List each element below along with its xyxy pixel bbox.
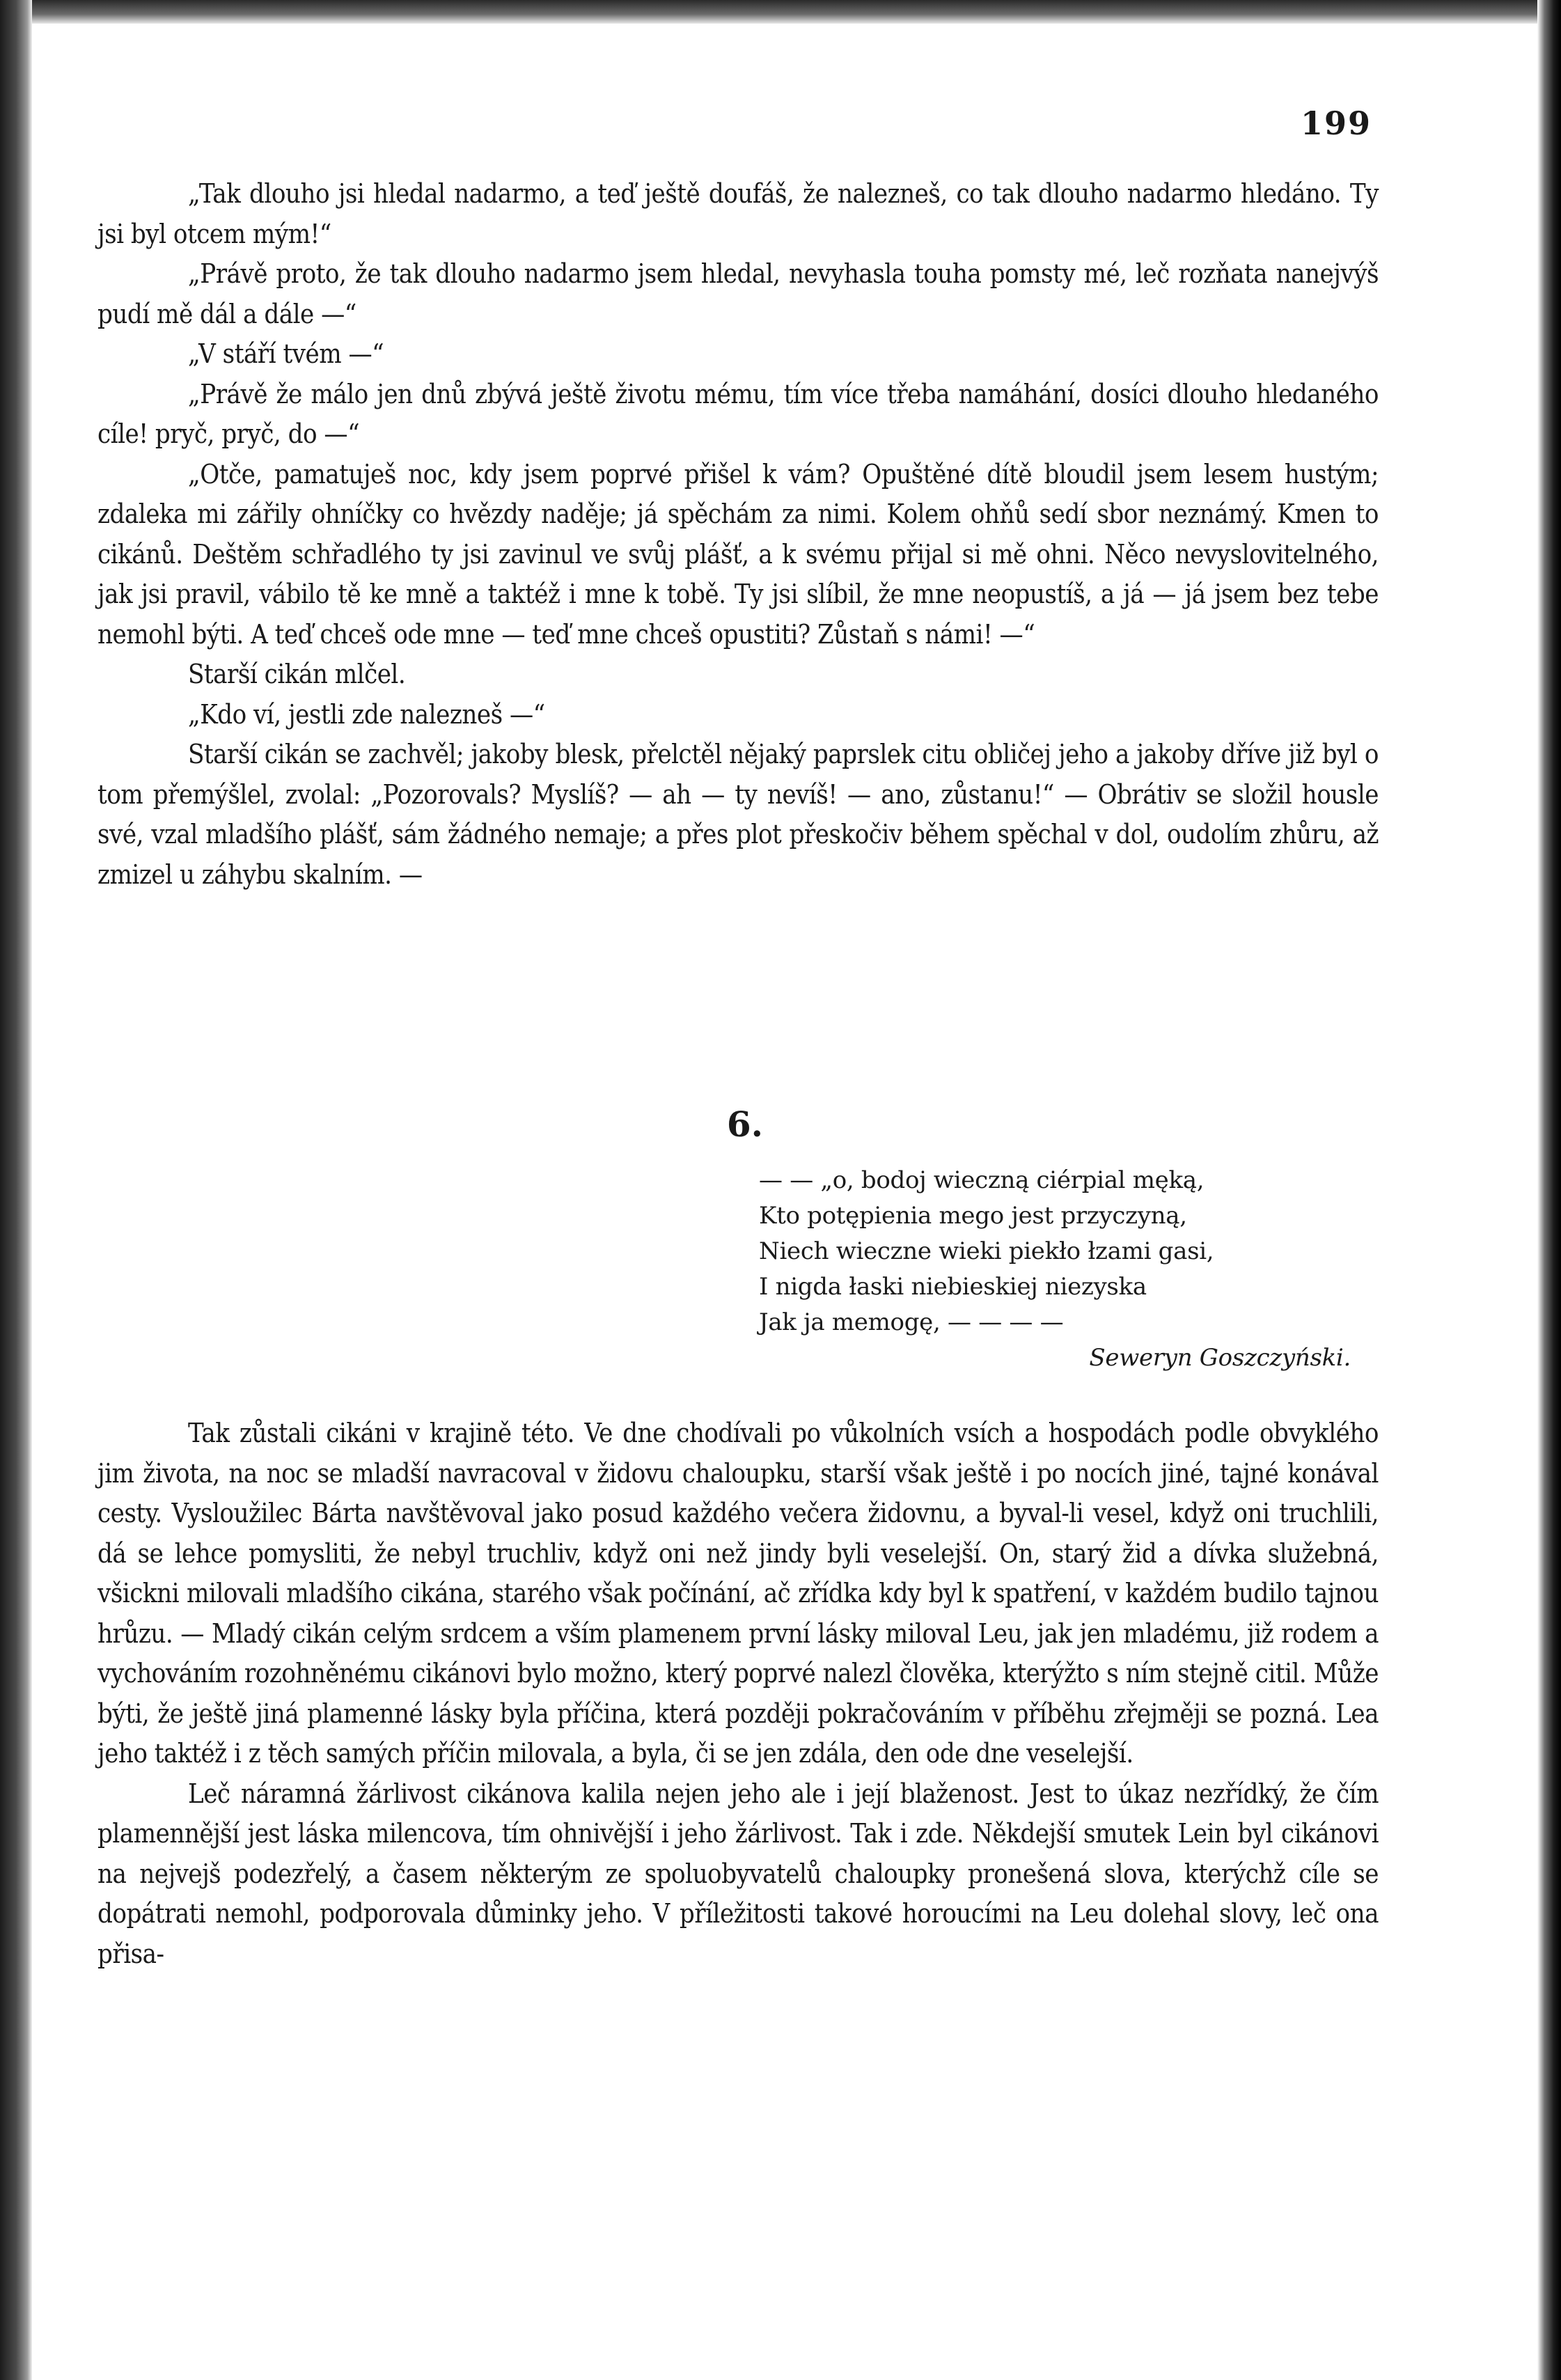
paragraph: „V stáří tvém —“ [188, 338, 384, 369]
paragraph: Tak zůstali cikáni v krajině této. Ve dne chodívali po vůkolních vsích a hospodách podle obvyklého jim života, na noc se mladší navracoval v židovu chaloupku, starší však ještě i po nocích jiné, tajné konával cesty. Vysloužilec Bárta navštěvoval jako posud každého večera židovnu, a byval-li vesel, když oni truchlili, dá se lehce pomysliti, že nebyl truchliv, když oni než jindy byli veselejší. On, starý žid a dívka služebná, všickni milovali mladšího cikána, starého však počínání, ač zřídka kdy byl k spatření, v každém budilo tajnou hrůzu. — Mladý cikán celým srdcem a vším plamenem první lásky miloval Leu, jak jen mladému, již rodem a vychováním rozohněnému cikánovi bylo možno, který poprvé nalezl člověka, kterýžto s ním stejně citil. Může býti, že ještě jiná plamenné lásky byla příčina, která později pokračováním v příběhu zřejměji se pozná. Lea jeho taktéž i z těch samých příčin milovala, a byla, či se jen zdála, den ode dne veselejší. [97, 1418, 1379, 1769]
lower-text-block [97, 1414, 1379, 1974]
upper-text-block [97, 174, 1379, 895]
page-number: 199 [1300, 104, 1372, 142]
paragraph: „Otče, pamatuješ noc, kdy jsem poprvé přišel k vám? Opuštěné dítě bloudil jsem lesem hustým; zdaleka mi zářily ohníčky co hvězdy naděje; já spěchám za nimi. Kolem ohňů sedí sbor neznámý. Kmen to cikánů. Deštěm schřadlého ty jsi zavinul ve svůj plášť, a k svému přijal si mě ohni. Něco nevyslovitelného, jak jsi pravil, vábilo tě ke mně a taktéž i mne k tobě. Ty jsi slíbil, že mne neopustíš, a já — já jsem bez tebe nemohl býti. A teď chceš ode mne — teď mne chceš opustiti? Zůstaň s námi! —“ [97, 458, 1379, 650]
paragraph: „Právě že málo jen dnů zbývá ještě životu mému, tím více třeba namáhání, dosíci dlouho hledaného cíle! pryč, pryč, do —“ [97, 378, 1379, 449]
paragraph: Starší cikán se zachvěl; jakoby blesk, přelctěl nějaký paprslek citu obličej jeho a jakoby dříve již byl o tom přemýšlel, zvolal: „Pozorovals? Myslíš? — ah — ty nevíš! — ano, zůstanu!“ — Obrátiv se složil housle své, vzal mladšího plášť, sám žádného nemaje; a přes plot přeskočiv během spěchal v dol, oudolím zhůru, až zmizel u záhybu skalním. — [97, 739, 1379, 890]
motto-line: Jak ja memogę, — — — — [759, 1308, 1064, 1336]
motto-line: Kto potępienia mego jest przyczyną, [759, 1202, 1187, 1230]
motto-line: Niech wieczne wieki piekło łzami gasi, [759, 1237, 1214, 1265]
scan-right-edge [1537, 0, 1561, 2380]
book-page [84, 0, 1406, 2380]
motto-line: I nigda łaski niebieskiej niezyska [759, 1273, 1147, 1301]
section-number: 6. [726, 1104, 764, 1145]
paragraph: „Kdo ví, jestli zde nalezneš —“ [188, 698, 545, 730]
motto-line: — — „o, bodoj wieczną ciérpial męką, [759, 1166, 1205, 1194]
paragraph: Starší cikán mlčel. [188, 659, 406, 689]
scan-left-edge [0, 0, 32, 2380]
motto-epigraph [759, 1163, 1372, 1376]
paragraph: Leč náramná žárlivost cikánova kalila nejen jeho ale i její blaženost. Jest to úkaz nezřídký, že čím plamennější jest láska milencova, tím ohnivější i jeho žárlivost. Tak i zde. Někdejší smutek Lein byl cikánovi na nejvejš podezřelý, a časem některým ze spoluobyvatelů chaloupky pronešená slova, kterýchž cíle se dopátrati nemohl, podporovala důminky jeho. V příležitosti takové horoucími na Leu dolehal slovy, leč ona přisa- [97, 1778, 1379, 1969]
motto-author: Seweryn Goszczyński. [1089, 1344, 1351, 1372]
paragraph: „Právě proto, že tak dlouho nadarmo jsem hledal, nevyhasla touha pomsty mé, leč rozňata nanejvýš pudí mě dál a dále —“ [97, 258, 1379, 329]
paragraph: „Tak dlouho jsi hledal nadarmo, a teď ještě doufáš, že nalezneš, co tak dlouho nadarmo hledáno. Ty jsi byl otcem mým!“ [97, 178, 1379, 249]
